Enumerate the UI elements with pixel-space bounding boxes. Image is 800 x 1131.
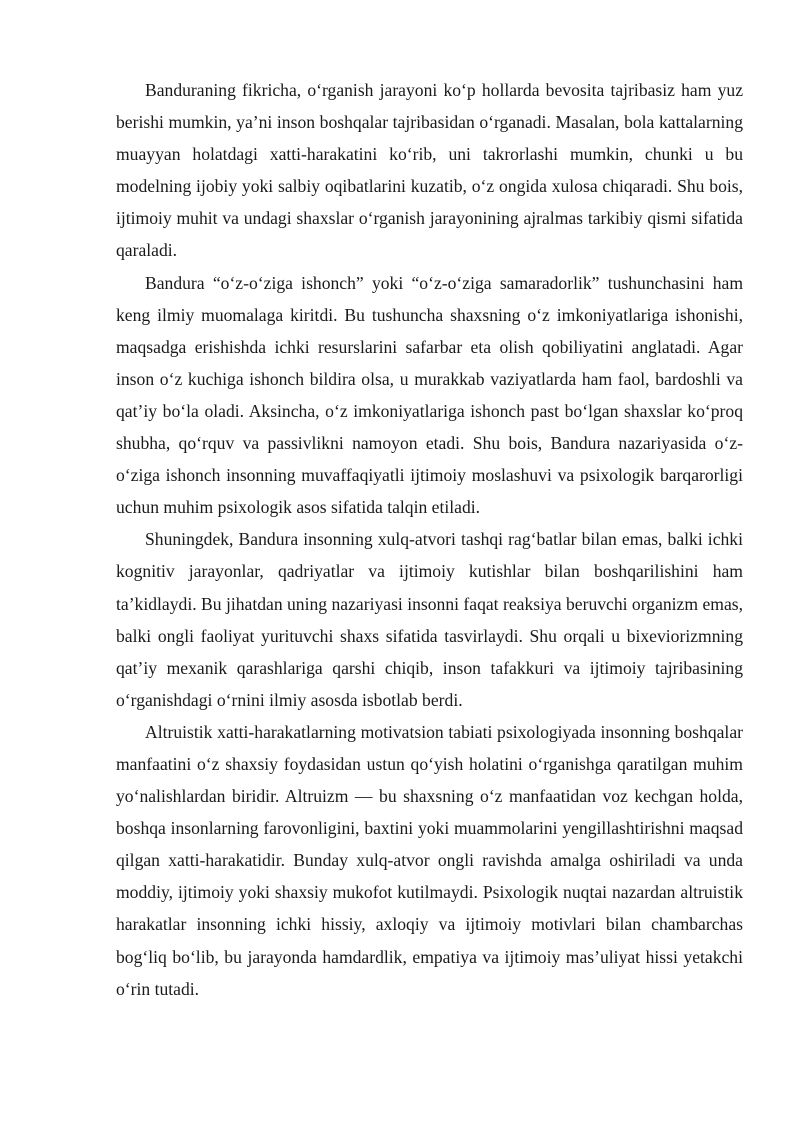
paragraph: Shuningdek, Bandura insonning xulq-atvori tashqi ragʻbatlar bilan emas, balki ichki kognitiv jarayonlar, qadriyatlar va ijtimoiy kutishlar bilan boshqarilishini ham taʼkidlaydi. Bu jihatdan uning nazariyasi insonni faqat reaksiya beruvchi organizm emas, balki ongli faoliyat yurituvchi shaxs sifatida tasvirlaydi. Shu orqali u bixeviorizmning qatʼiy mexanik qarashlariga qarshi chiqib, inson tafakkuri va ijtimoiy tajribasining oʻrganishdagi oʻrnini ilmiy asosda isbotlab berdi.	[116, 529, 744, 710]
paragraph: Altruistik xatti-harakatlarning motivatsion tabiati psixologiyada insonning boshqalar manfaatini oʻz shaxsiy foydasidan ustun qoʻyish holatini oʻrganishga qaratilgan muhim yoʻnalishlardan biridir. Altruizm — bu shaxsning oʻz manfaatidan voz kechgan holda, boshqa insonlarning farovonligini, baxtini yoki muammolarini yengillashtirishni maqsad qilgan xatti-harakatidir. Bunday xulq-atvor ongli ravishda amalga oshiriladi va unda moddiy, ijtimoiy yoki shaxsiy mukofot kutilmaydi. Psixologik nuqtai nazardan altruistik harakatlar insonning ichki hissiy, axloqiy va ijtimoiy motivlari bilan chambarchas bogʻliq boʻlib, bu jarayonda hamdardlik, empatiya va ijtimoiy masʼuliyat hissi yetakchi oʻrin tutadi.	[116, 721, 743, 999]
paragraph: Bandura “oʻz-oʻziga ishonch” yoki “oʻz-oʻziga samaradorlik” tushunchasini ham keng ilmiy muomalaga kiritdi. Bu tushuncha shaxsning oʻz imkoniyatlariga ishonishi, maqsadga erishishda ichki resurslarini safarbar eta olish qobiliyatini anglatadi. Agar inson oʻz kuchiga ishonch bildira olsa, u murakkab vaziyatlarda ham faol, bardoshli va qatʼiy boʻla oladi. Aksincha, oʻz imkoniyatlariga ishonch past boʻlgan shaxslar koʻproq shubha, qoʻrquv va passivlikni namoyon etadi. Shu bois, Bandura nazariyasida oʻz-oʻziga ishonch insonning muvaffaqiyatli ijtimoiy moslashuvi va psixologik barqarorligi uchun muhim psixologik asos sifatida talqin etiladi.	[116, 272, 743, 518]
paragraph: Banduraning fikricha, oʻrganish jarayoni koʻp hollarda bevosita tajribasiz ham yuz berishi mumkin, yaʼni inson boshqalar tajribasidan oʻrganadi. Masalan, bola kattalarning muayyan holatdagi xatti-harakatini koʻrib, uni takrorlashi mumkin, chunki u bu modelning ijobiy yoki salbiy oqibatlarini kuzatib, oʻz ongida xulosa chiqaradi. Shu bois, ijtimoiy muhit va undagi shaxslar oʻrganish jarayonining ajralmas tarkibiy qismi sifatida qaraladi.	[116, 80, 743, 261]
document-body	[116, 74, 743, 1005]
